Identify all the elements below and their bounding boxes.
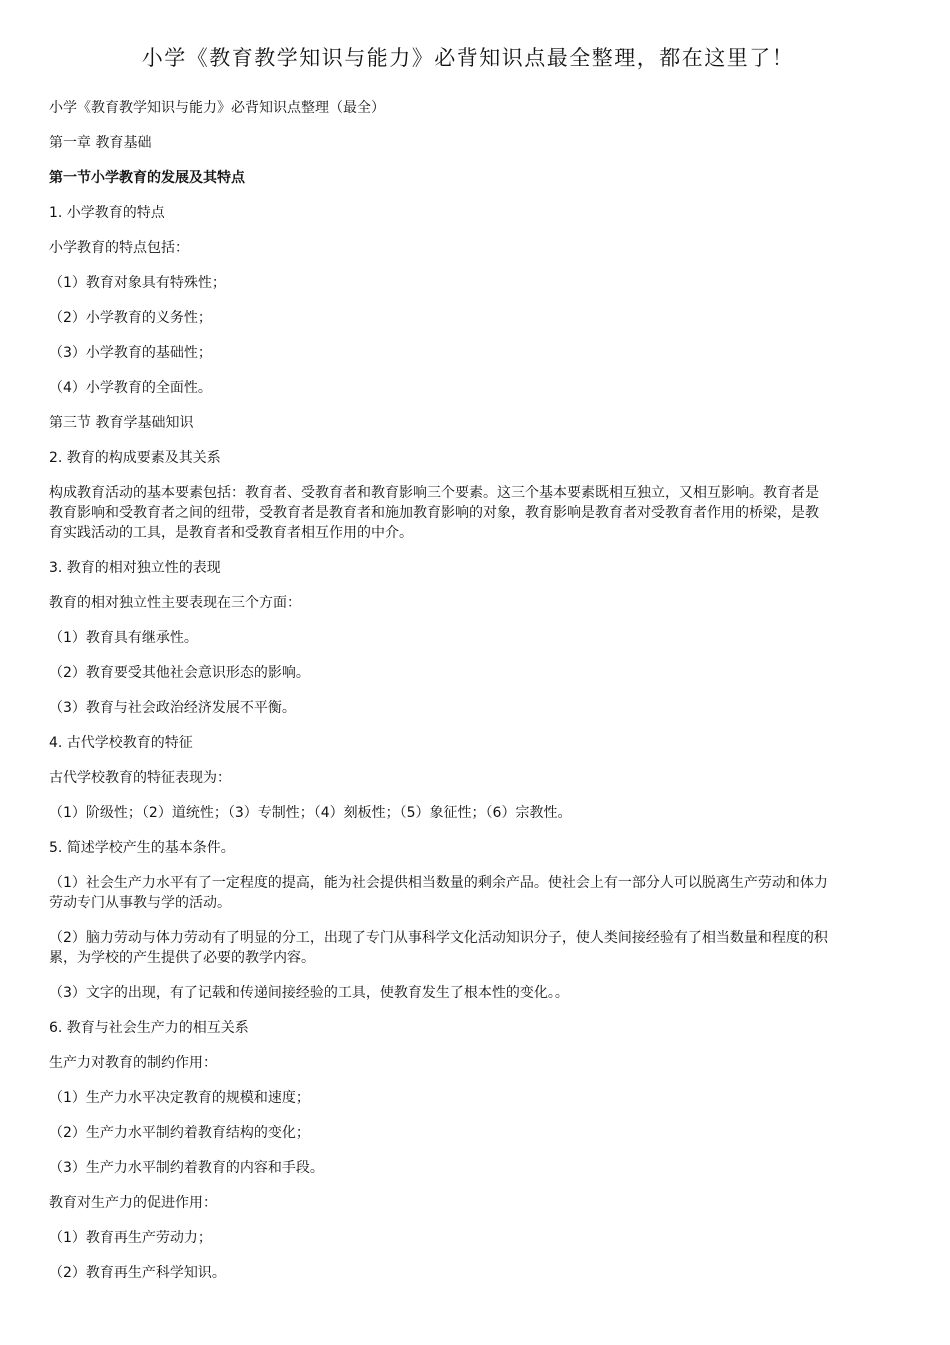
paragraph: （1）阶级性；（2）道统性；（3）专制性；（4）刻板性；（5）象征性；（6）宗教性。 xyxy=(49,805,572,821)
paragraph: （3）生产力水平制约着教育的内容和手段。 xyxy=(49,1160,324,1176)
paragraph: （1）教育对象具有特殊性； xyxy=(49,275,226,291)
document-body xyxy=(49,98,829,1298)
paragraph: 生产力对教育的制约作用： xyxy=(49,1055,217,1071)
paragraph: 4. 古代学校教育的特征 xyxy=(49,735,193,751)
paragraph: （2）小学教育的义务性； xyxy=(49,310,212,326)
paragraph: 小学《教育教学知识与能力》必背知识点整理（最全） xyxy=(49,100,385,116)
paragraph: 6. 教育与社会生产力的相互关系 xyxy=(49,1020,249,1036)
paragraph: 小学教育的特点包括： xyxy=(49,240,189,256)
paragraph: 教育的相对独立性主要表现在三个方面： xyxy=(49,595,301,611)
paragraph: 教育对生产力的促进作用： xyxy=(49,1195,217,1211)
paragraph: （3）教育与社会政治经济发展不平衡。 xyxy=(49,700,296,716)
paragraph: （2）生产力水平制约着教育结构的变化； xyxy=(49,1125,310,1141)
paragraph: 构成教育活动的基本要素包括：教育者、受教育者和教育影响三个要素。这三个基本要素既相互独立，又相互影响。教育者是教育影响和受教育者之间的纽带，受教育者是教育者和施加教育影响的对象，教育影响是教育者对受教育者作用的桥梁，是教育实践活动的工具，是教育者和受教育者相互作用的中介。 xyxy=(49,485,819,541)
document-title: 小学《教育教学知识与能力》必背知识点最全整理，都在这里了！ xyxy=(141,46,795,70)
paragraph: 1. 小学教育的特点 xyxy=(49,205,165,221)
paragraph: （2）脑力劳动与体力劳动有了明显的分工，出现了专门从事科学文化活动知识分子，使人类间接经验有了相当数量和程度的积累，为学校的产生提供了必要的教学内容。 xyxy=(49,930,828,966)
paragraph: （1）教育再生产劳动力； xyxy=(49,1230,212,1246)
paragraph: （1）教育具有继承性。 xyxy=(49,630,198,646)
paragraph: （4）小学教育的全面性。 xyxy=(49,380,212,396)
paragraph: 第一章 教育基础 xyxy=(49,135,152,151)
paragraph: 2. 教育的构成要素及其关系 xyxy=(49,450,221,466)
paragraph: （3）小学教育的基础性； xyxy=(49,345,212,361)
paragraph: （2）教育再生产科学知识。 xyxy=(49,1265,226,1281)
paragraph: 第三节 教育学基础知识 xyxy=(49,415,194,431)
paragraph: （1）生产力水平决定教育的规模和速度； xyxy=(49,1090,310,1106)
paragraph: （3）文字的出现，有了记载和传递间接经验的工具，使教育发生了根本性的变化。。 xyxy=(49,985,569,1001)
paragraph: （2）教育要受其他社会意识形态的影响。 xyxy=(49,665,310,681)
paragraph: 5. 简述学校产生的基本条件。 xyxy=(49,840,235,856)
paragraph: （1）社会生产力水平有了一定程度的提高，能为社会提供相当数量的剩余产品。使社会上有一部分人可以脱离生产劳动和体力劳动专门从事教与学的活动。 xyxy=(49,875,828,911)
paragraph: 3. 教育的相对独立性的表现 xyxy=(49,560,221,576)
paragraph: 古代学校教育的特征表现为： xyxy=(49,770,231,786)
section-heading: 第一节小学教育的发展及其特点 xyxy=(49,170,245,186)
